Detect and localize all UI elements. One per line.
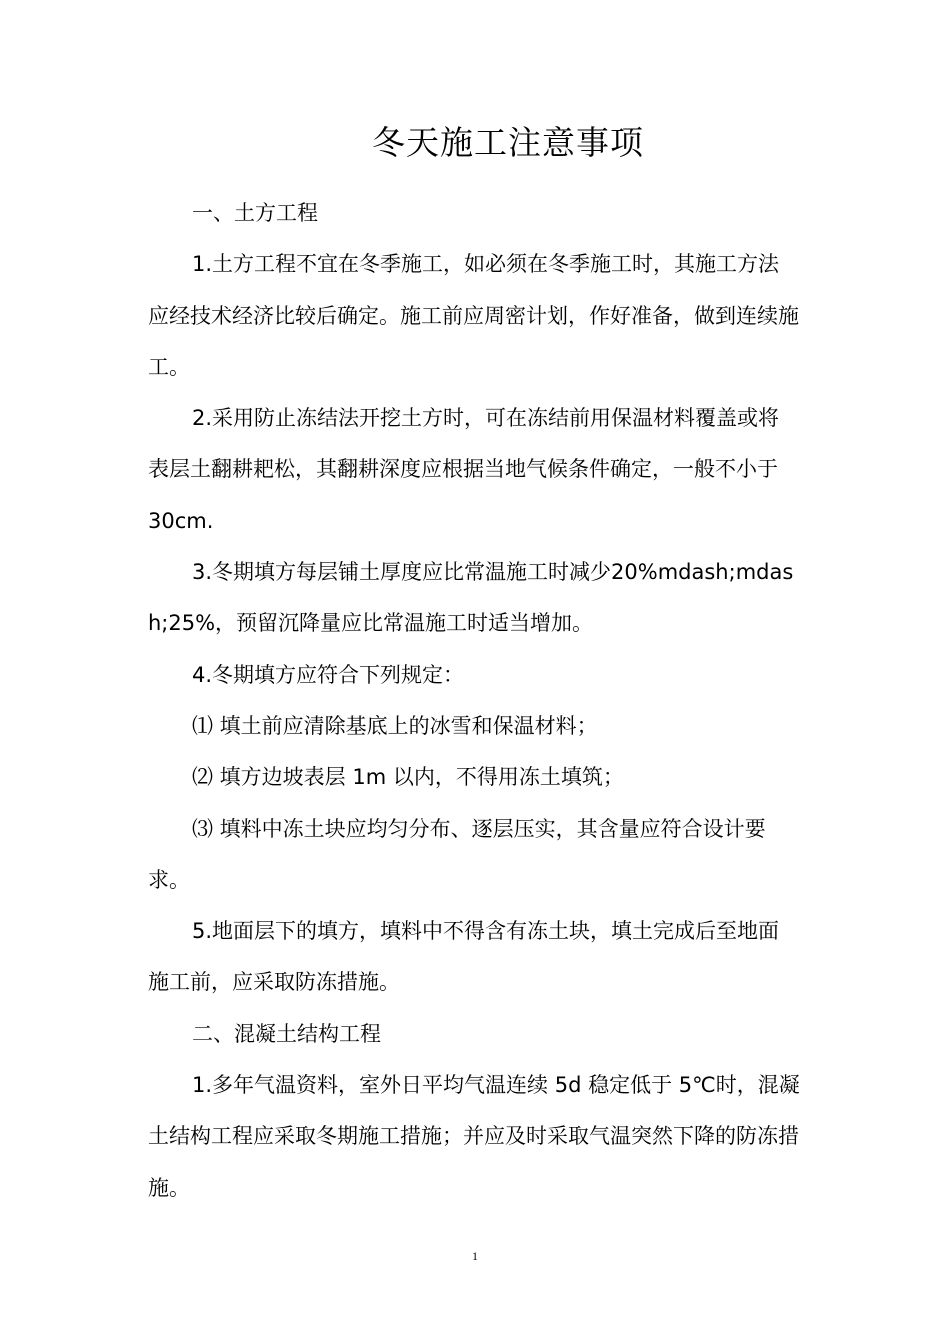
paragraph-earthwork-1: 1.土方工程不宜在冬季施工，如必须在冬季施工时，其施工方法应经技术经济比较后确定。施工前应周密计划，作好准备，做到连续施工。 [148, 252, 799, 379]
section-heading-earthwork: 一、土方工程 [192, 201, 318, 225]
paragraph-concrete-1: 1.多年气温资料，室外日平均气温连续 5d 稳定低于 5℃时，混凝土结构工程应采取冬期施工措施；并应及时采取气温突然下降的防冻措施。 [148, 1073, 800, 1200]
list-item-2: ⑵ 填方边坡表层 1m 以内，不得用冻土填筑； [192, 765, 624, 790]
paragraph-earthwork-3: 3.冬期填方每层铺土厚度应比常温施工时减少20%mdash;mdash;25%，预留沉降量应比常温施工时适当增加。 [148, 560, 794, 636]
document-body [148, 188, 800, 1214]
list-item-1: ⑴ 填土前应清除基底上的冰雪和保温材料； [192, 713, 598, 738]
document-title: 冬天施工注意事项 [372, 123, 644, 162]
paragraph-earthwork-4: 4.冬期填方应符合下列规定： [192, 662, 465, 687]
list-item-3: ⑶ 填料中冻土块应均匀分布、逐层压实，其含量应符合设计要求。 [148, 816, 766, 892]
paragraph-earthwork-5: 5.地面层下的填方，填料中不得含有冻土块，填土完成后至地面施工前，应采取防冻措施。 [148, 919, 780, 995]
page-number: 1 [472, 1249, 478, 1263]
section-heading-concrete: 二、混凝土结构工程 [192, 1021, 381, 1046]
paragraph-earthwork-2: 2.采用防止冻结法开挖土方时，可在冻结前用保温材料覆盖或将表层土翻耕耙松，其翻耕深度应根据当地气候条件确定，一般不小于 30cm. [148, 406, 780, 533]
